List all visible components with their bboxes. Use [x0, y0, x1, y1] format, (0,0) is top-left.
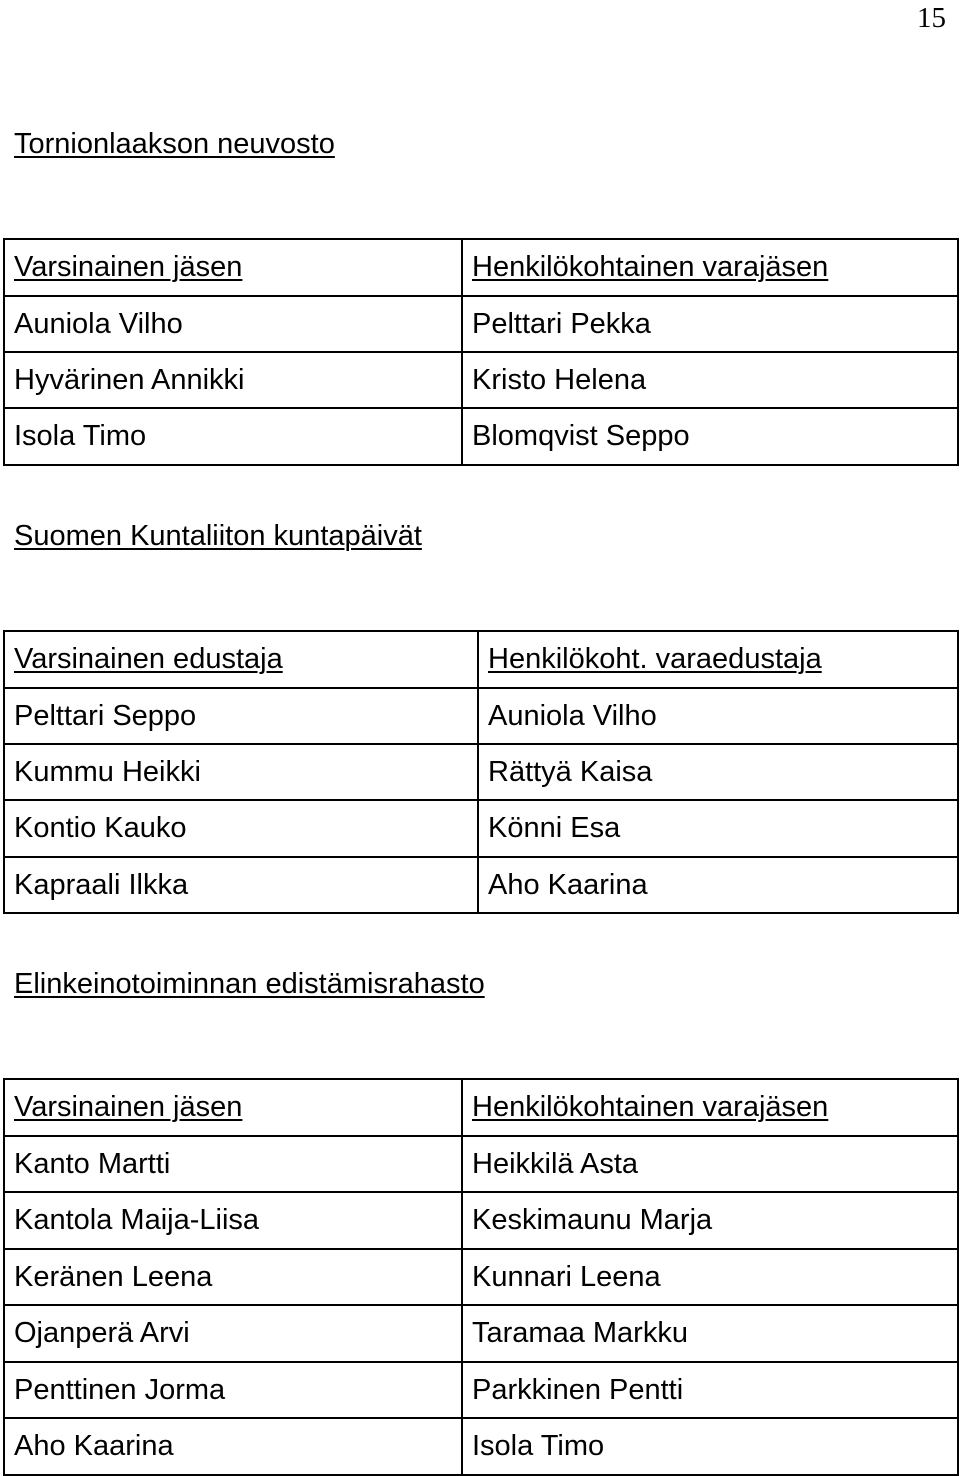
- table-header-row: [4, 631, 958, 688]
- member-cell: Hyvärinen Annikki: [4, 352, 462, 408]
- member-cell: Kontio Kauko: [4, 800, 478, 857]
- deputy-cell: Heikkilä Asta: [462, 1136, 958, 1192]
- table-row: [4, 352, 958, 408]
- page-number: 15: [917, 2, 946, 34]
- table-row: [4, 744, 958, 800]
- table-row: [4, 296, 958, 352]
- member-cell: Kapraali Ilkka: [4, 857, 478, 913]
- deputy-cell: Parkkinen Pentti: [462, 1362, 958, 1418]
- deputy-cell: Blomqvist Seppo: [462, 408, 958, 465]
- table-row: [4, 1418, 958, 1475]
- members-table-kuntapaivat: [3, 630, 959, 914]
- deputy-cell: Könni Esa: [478, 800, 958, 857]
- deputy-cell: Kunnari Leena: [462, 1249, 958, 1305]
- deputy-cell: Keskimaunu Marja: [462, 1192, 958, 1249]
- deputy-cell: Pelttari Pekka: [462, 296, 958, 352]
- section-title-tornionlaakson: Tornionlaakson neuvosto: [14, 128, 335, 160]
- deputy-cell: Taramaa Markku: [462, 1305, 958, 1362]
- column-header-representative: Varsinainen edustaja: [4, 631, 478, 688]
- column-header-deputy: Henkilökohtainen varajäsen: [462, 239, 958, 296]
- table-row: [4, 1305, 958, 1362]
- member-cell: Kantola Maija-Liisa: [4, 1192, 462, 1249]
- deputy-cell: Aho Kaarina: [478, 857, 958, 913]
- column-header-deputy: Henkilökohtainen varajäsen: [462, 1079, 958, 1136]
- member-cell: Pelttari Seppo: [4, 688, 478, 744]
- deputy-cell: Auniola Vilho: [478, 688, 958, 744]
- member-cell: Kanto Martti: [4, 1136, 462, 1192]
- deputy-cell: Kristo Helena: [462, 352, 958, 408]
- member-cell: Penttinen Jorma: [4, 1362, 462, 1418]
- column-header-deputy-representative: Henkilökoht. varaedustaja: [478, 631, 958, 688]
- deputy-cell: Isola Timo: [462, 1418, 958, 1475]
- table-row: [4, 800, 958, 857]
- member-cell: Auniola Vilho: [4, 296, 462, 352]
- members-table-tornionlaakson: [3, 238, 959, 466]
- member-cell: Ojanperä Arvi: [4, 1305, 462, 1362]
- deputy-cell: Rättyä Kaisa: [478, 744, 958, 800]
- member-cell: Keränen Leena: [4, 1249, 462, 1305]
- table-row: [4, 857, 958, 913]
- table-row: [4, 1249, 958, 1305]
- column-header-member: Varsinainen jäsen: [4, 1079, 462, 1136]
- member-cell: Kummu Heikki: [4, 744, 478, 800]
- table-row: [4, 1362, 958, 1418]
- member-cell: Aho Kaarina: [4, 1418, 462, 1475]
- members-table-edistamisrahasto: [3, 1078, 959, 1476]
- column-header-member: Varsinainen jäsen: [4, 239, 462, 296]
- table-row: [4, 688, 958, 744]
- table-header-row: [4, 1079, 958, 1136]
- table-row: [4, 1136, 958, 1192]
- table-row: [4, 408, 958, 465]
- section-title-kuntapaivat: Suomen Kuntaliiton kuntapäivät: [14, 520, 422, 552]
- table-row: [4, 1192, 958, 1249]
- member-cell: Isola Timo: [4, 408, 462, 465]
- section-title-edistamisrahasto: Elinkeinotoiminnan edistämisrahasto: [14, 968, 485, 1000]
- table-header-row: [4, 239, 958, 296]
